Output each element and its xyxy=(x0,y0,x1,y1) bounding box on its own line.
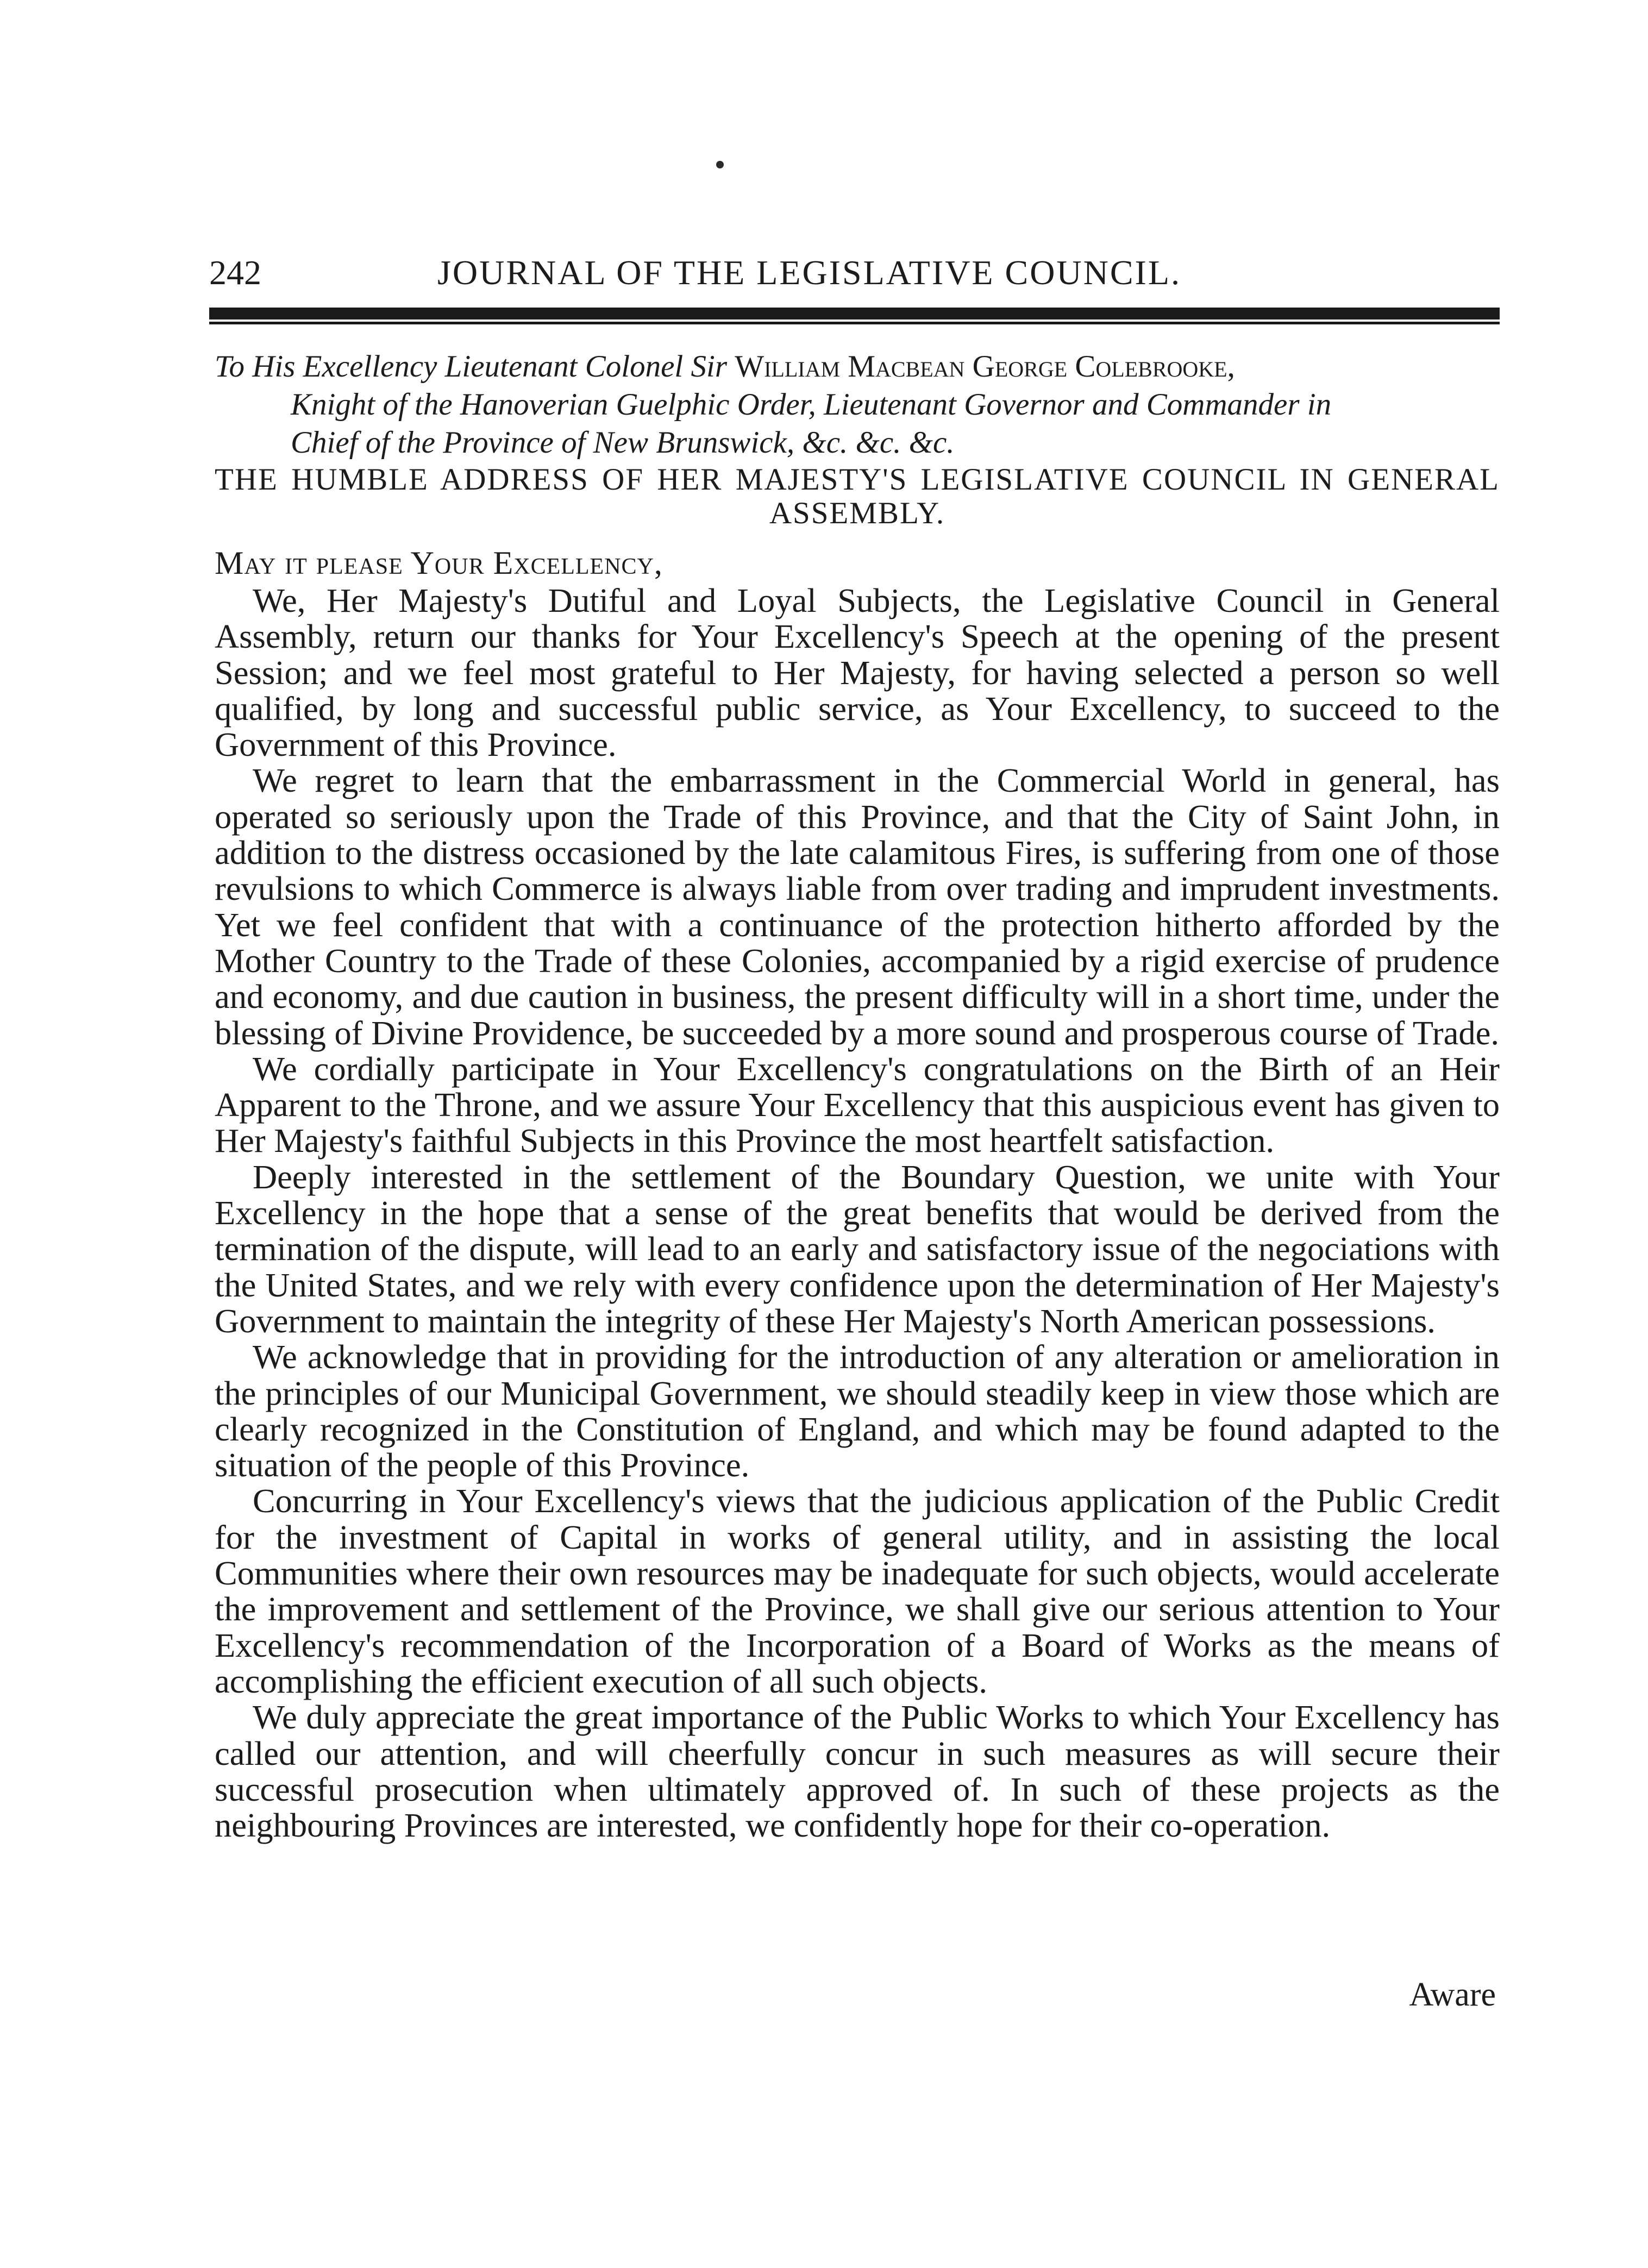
paragraph: Deeply interested in the settlement of the Boundary Question, we unite with Your Excellency in the hope that a sense of the great benefits that would be derived from the termination of the dispute, will lead to an early and satisfactory issue of the negociations with the United States, and we rely with every confidence upon the determination of Her Majesty's Government to maintain the integrity of these Her Majesty's North American possessions. xyxy=(215,1157,1500,1340)
paragraph: Concurring in Your Excellency's views that the judicious application of the Public Credit for the investment of Capital in works of general utility, and in assisting the local Communities where their own resources may be inadequate for such objects, would accelerate the improvement and settlement of the Province, we shall give our serious attention to Your Excellency's recommendation of the Incorporation of a Board of Works as the means of accomplishing the efficient execution of all such objects. xyxy=(215,1482,1500,1700)
address-title: THE HUMBLE ADDRESS OF HER MAJESTY'S LEGISLATIVE COUNCIL IN GENERAL ASSEMBLY. xyxy=(215,462,1500,530)
header-rule-thick xyxy=(209,308,1500,319)
paragraph: We, Her Majesty's Dutiful and Loyal Subjects, the Legislative Council in General Assembly, return our thanks for Your Excellency's Speech at the opening of the present Session; and we feel most grateful to Her Majesty, for having selected a person so well qualified, by long and successful public service, as Your Excellency, to succeed to the Government of this Province. xyxy=(215,581,1500,764)
catchword: Aware xyxy=(1409,1976,1496,2013)
header-rule-thin xyxy=(209,322,1500,324)
paragraph: We duly appreciate the great importance of the Public Works to which Your Excellency has called our attention, and will cheerfully concur in such measures as will secure their successful prosecution when ultimately approved of. In such of these projects as the neighbouring Provinces are interested, we confidently hope for their co-operation. xyxy=(215,1698,1500,1845)
recipient-name: William Macbean George Colebrooke, xyxy=(735,349,1235,384)
recipient-line-2: Knight of the Hanoverian Guelphic Order, Lieutenant Governor and Commander in xyxy=(291,387,1332,422)
journal-title: JOURNAL OF THE LEGISLATIVE COUNCIL. xyxy=(437,253,1181,292)
paragraph: We acknowledge that in providing for the introduction of any alteration or amelioration in the principles of our Municipal Government, we should steadily keep in view those which are clearly recognized in the Constitution of England, and which may be found adapted to the situation of the people of this Province. xyxy=(215,1338,1500,1484)
paragraph: We cordially participate in Your Excellency's congratulations on the Birth of an Heir Apparent to the Throne, and we assure Your Excellency that this auspicious event has given to Her Majesty's faithful Subjects in this Province the most heartfelt satisfaction. xyxy=(215,1049,1500,1160)
ink-dot xyxy=(716,161,724,168)
recipient-prefix: To His Excellency Lieutenant Colonel Sir xyxy=(215,349,728,384)
running-head xyxy=(209,251,1497,295)
address-recipient xyxy=(215,348,1500,462)
address-body xyxy=(215,582,1500,1843)
page-number: 242 xyxy=(209,253,261,292)
paragraph: We regret to learn that the embarrassment in the Commercial World in general, has operated so seriously upon the Trade of this Province, and that the City of Saint John, in addition to the distress occasioned by the late calamitous Fires, is suffering from one of those revulsions to which Commerce is always liable from over trading and imprudent investments. Yet we feel confident that with a continuance of the protection hitherto afforded by the Mother Country to the Trade of these Colonies, accompanied by a rigid exercise of prudence and economy, and due caution in business, the present difficulty will in a short time, under the blessing of Divine Providence, be succeeded by a more sound and prosperous course of Trade. xyxy=(215,761,1500,1052)
salutation: May it please Your Excellency, xyxy=(215,545,663,581)
recipient-line-3: Chief of the Province of New Brunswick, &c. &c. &c. xyxy=(291,425,955,460)
